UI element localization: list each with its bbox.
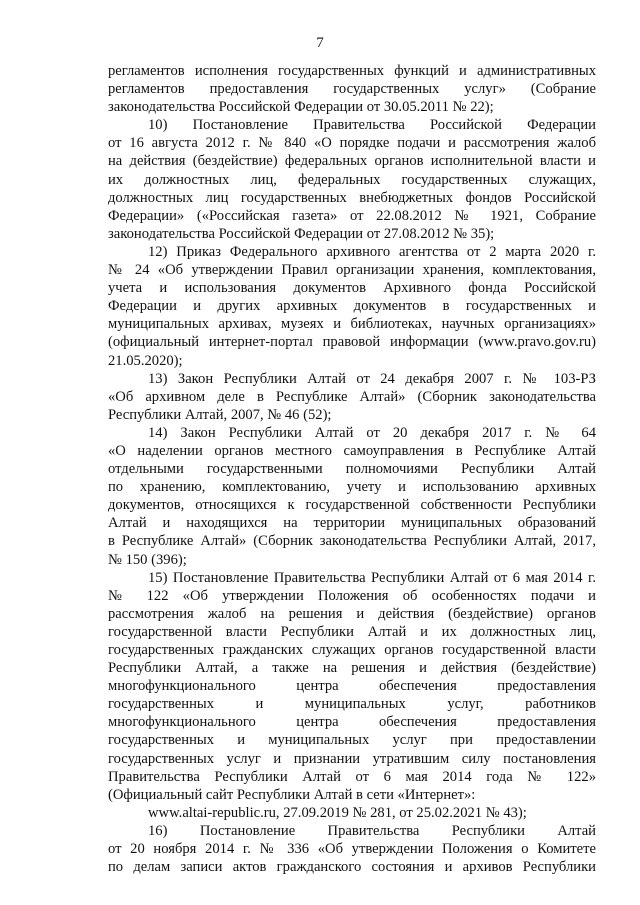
text-line: учета и использования документов Архивного фонда Российской [108, 280, 596, 297]
text-line: государственных и муниципальных услуг при предоставлении [108, 732, 596, 749]
text-line: 14) Закон Республики Алтай от 20 декабря 2017 г. № 64 [148, 424, 596, 441]
text-line: 12) Приказ Федерального архивного агентства от 2 марта 2020 г. [148, 243, 596, 260]
text-line: 21.05.2020); [108, 352, 183, 369]
text-line: регламентов исполнения государственных функций и административных [108, 63, 596, 79]
text-line: многофункционального центра обеспечения предоставления [108, 678, 596, 695]
text-line: документов, относящихся к государственной собственности Республики [108, 497, 596, 514]
page-number: 7 [316, 35, 324, 51]
text-line: законодательства Российской Федерации от 30.05.2011 № 22); [108, 99, 494, 116]
text-line: законодательства Российской Федерации от 27.08.2012 № 35); [108, 225, 495, 242]
text-line: Республики Алтай, а также на решения и действия (бездействие) [108, 660, 596, 677]
text-line: № 150 (396); [108, 551, 187, 568]
text-line: по хранению, комплектованию, учету и использованию архивных [108, 479, 596, 496]
text-line: государственных и муниципальных услуг, работников [108, 696, 596, 713]
text-line: отдельными государственными полномочиями Республики Алтай [108, 461, 596, 478]
text-line: на действия (бездействие) федеральных органов исполнительной власти и [108, 153, 596, 170]
text-line: www.altai-republic.ru, 27.09.2019 № 281, от 25.02.2021 № 43); [148, 804, 527, 821]
text-line: государственных гражданских служащих органов государственной власти [108, 642, 596, 658]
text-line: 15) Постановление Правительства Республики Алтай от 6 мая 2014 г. [148, 569, 596, 586]
text-line: 10) Постановление Правительства Российской Федерации [148, 117, 596, 134]
text-line: № 122 «Об утверждении Положения об особенностях подачи и [108, 587, 596, 604]
text-line: должностных лиц государственных внебюджетных фондов Российской [108, 189, 596, 206]
text-line: «О наделении органов местного самоуправления в Республике Алтай [108, 442, 596, 459]
text-line: в Республике Алтай» (Сборник законодательства Республики Алтай, 2017, [108, 533, 596, 550]
text-line: № 24 «Об утверждении Правил организации хранения, комплектования, [108, 262, 596, 279]
text-line: по делам записи актов гражданского состояния и архивов Республики [108, 859, 596, 876]
text-line: рассмотрения жалоб на решения и действия (бездействие) органов [108, 605, 596, 622]
text-line: Федерации» («Российская газета» от 22.08.2012 № 1921, Собрание [108, 207, 596, 224]
text-line: многофункционального центра обеспечения предоставления [108, 714, 596, 731]
text-line: их должностных лиц, федеральных государственных служащих, [108, 171, 596, 188]
text-line: Республики Алтай, 2007, № 46 (52); [108, 406, 332, 423]
text-line: государственных услуг и признании утратившим силу постановления [108, 750, 596, 767]
text-line: муниципальных архивах, музеях и библиотеках, научных организациях» [108, 316, 596, 333]
text-line: от 20 ноября 2014 г. № 336 «Об утверждении Положения о Комитете [108, 841, 596, 858]
text-line: от 16 августа 2012 г. № 840 «О порядке подачи и рассмотрения жалоб [108, 135, 596, 152]
text-line: 13) Закон Республики Алтай от 24 декабря 2007 г. № 103-РЗ [148, 370, 596, 387]
text-line: Федерации и других архивных документов в государственных и [108, 298, 596, 315]
text-line: «Об архивном деле в Республике Алтай» (Сборник законодательства [108, 388, 596, 405]
text-line: Правительства Республики Алтай от 6 мая 2014 года № 122» [108, 768, 596, 785]
text-line: (официальный интернет-портал правовой информации (www.pravo.gov.ru) [108, 334, 596, 351]
text-line: регламентов предоставления государственных услуг» (Собрание [108, 81, 596, 98]
body-text [108, 62, 596, 876]
text-line: Алтай и находящихся на территории муниципальных образований [108, 515, 596, 532]
text-line: государственной власти Республики Алтай и их должностных лиц, [108, 623, 596, 640]
text-line: (Официальный сайт Республики Алтай в сети «Интернет»: [108, 786, 476, 803]
text-line: 16) Постановление Правительства Республики Алтай [148, 822, 596, 839]
